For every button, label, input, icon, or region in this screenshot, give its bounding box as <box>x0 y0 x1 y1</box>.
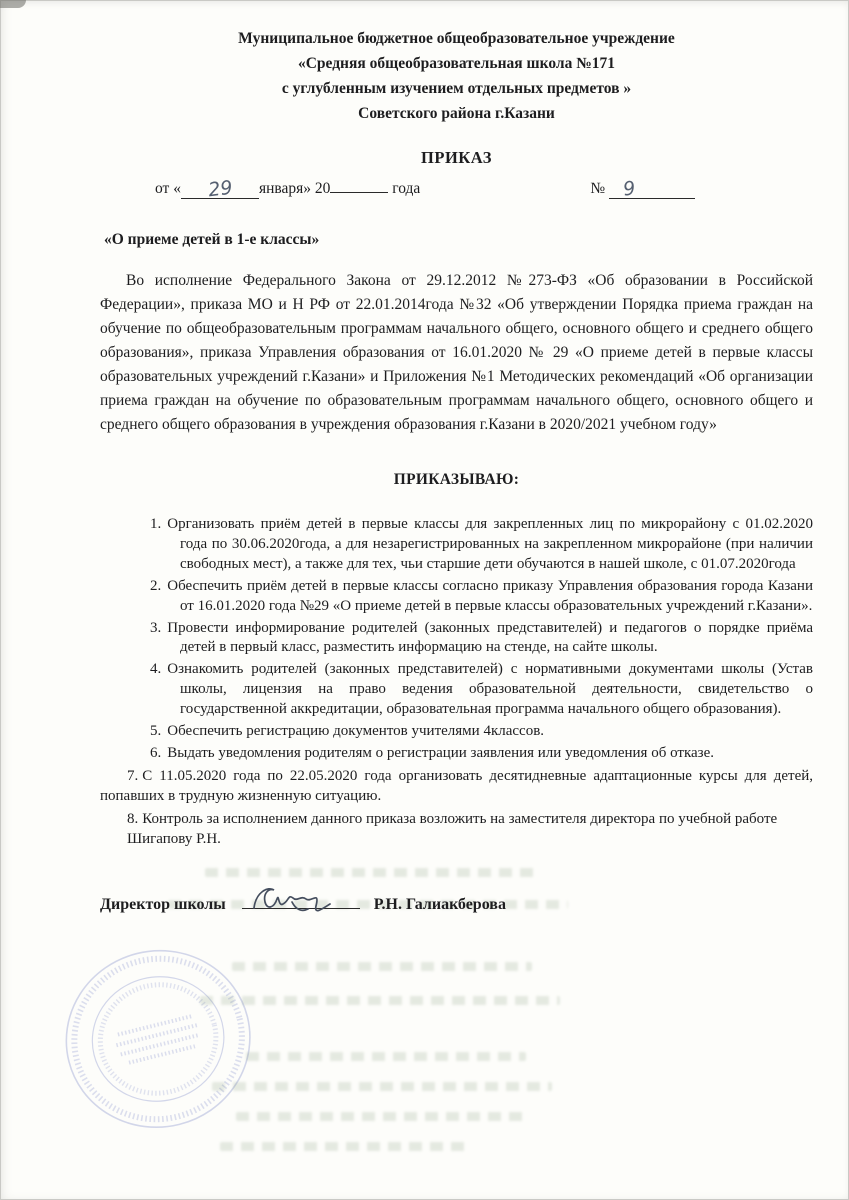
number-blank <box>609 176 695 199</box>
order-item <box>150 744 813 764</box>
school-stamp <box>37 916 287 1160</box>
order-item-number: 8. <box>127 810 139 827</box>
order-item-text: Выдать уведомления родителям о регистрации заявления или уведомления об отказе. <box>167 744 714 761</box>
signature-line <box>242 890 360 909</box>
bleed-through-text <box>220 1142 470 1151</box>
order-item-number: 4. <box>150 661 162 678</box>
signature-name: Р.Н. Галиакберова <box>373 895 506 913</box>
order-item-text: Ознакомить родителей (законных представителей) с нормативными документами школы (Устав школы, лицензия на право ведения образовательной деятельности, свидетельство о государственной аккредитации, образовательная программа начального общего образования). <box>167 661 813 718</box>
date-month: января» 20 <box>258 180 331 197</box>
order-subject: «О приеме детей в 1-е классы» <box>104 231 320 248</box>
order-item <box>150 619 813 659</box>
order-item <box>150 660 813 720</box>
order-heading: ПРИКАЗ <box>421 148 492 167</box>
order-item-text: Организовать приём детей в первые классы для закрепленных лиц по микрорайону с 01.02.2020 года по 30.06.2020года, а для незарегистрированных на закрепленном микрорайоне (при наличии свободных мест), а также для тех, чьи старшие дети обучаются в нашей школе, с 01.07.2020года <box>167 516 813 572</box>
date-day-blank <box>181 176 259 202</box>
order-item-number: 3. <box>150 619 162 636</box>
order-item <box>127 810 813 850</box>
order-item <box>150 722 813 742</box>
header-line: Муниципальное бюджетное общеобразовательное учреждение <box>238 30 675 47</box>
header-line: Советского района г.Казани <box>358 105 555 122</box>
order-number <box>590 176 695 199</box>
order-item-number: 7. <box>127 767 139 784</box>
order-item <box>150 515 813 575</box>
order-date <box>155 176 421 202</box>
order-item-number: 5. <box>150 723 162 740</box>
order-item-number: 2. <box>150 577 162 594</box>
order-item-text: Обеспечить регистрацию документов учителями 4классов. <box>167 723 545 740</box>
document-header <box>100 26 813 126</box>
date-and-number-row <box>100 176 813 202</box>
date-prefix: от « <box>155 180 181 197</box>
order-item-number: 1. <box>150 516 162 532</box>
order-preamble: Во исполнение Федерального Закона от 29.12.2012 №273-ФЗ «Об образовании в Российской Федерации», приказа МО и Н РФ от 22.01.2014года №32 «Об утверждении Порядка приема граждан на обучение по общеобразовательным программам начального общего, основного общего и среднего общего образования», приказа Управления образования от 16.01.2020 № 29 «О приеме детей в первые классы образовательных учреждений г.Казани» и Приложения №1 Методических рекомендаций «Об организации приема граждан на обучение по образовательным программам начального общего, основного общего и среднего общего образования в учреждения образования г.Казани в 2020/2021 учебном году» <box>100 272 813 433</box>
bleed-through-text <box>212 1082 552 1091</box>
bleed-through-text <box>232 962 532 971</box>
header-line: «Средняя общеобразовательная школа №171 <box>297 55 616 72</box>
scan-corner-artifact <box>0 0 26 8</box>
handwritten-day: 29 <box>206 176 234 202</box>
order-item-number: 6. <box>150 744 162 761</box>
bleed-through-text <box>246 1052 526 1061</box>
order-item-text: Обеспечить приём детей в первые классы согласно приказу Управления образования города Казани от 16.01.2020 года №29 «О приеме детей в первые классы образовательных учреждений г.Казани». <box>167 577 813 614</box>
signature-handwriting <box>248 882 344 916</box>
signature-role: Директор школы <box>100 895 226 913</box>
order-item-text: С 11.05.2020 года по 22.05.2020 года организовать десятидневные адаптационные курсы для детей, попавших в трудную жизненную ситуацию. <box>100 767 813 804</box>
order-item-text: Контроль за исполнением данного приказа возложить на заместителя директора по учебной работе Шигапову Р.Н. <box>127 810 778 847</box>
bleed-through-text <box>236 1112 526 1121</box>
order-item <box>150 577 813 617</box>
command-heading: ПРИКАЗЫВАЮ: <box>393 471 520 488</box>
order-item <box>100 767 813 807</box>
date-year-blank <box>330 192 388 193</box>
order-items <box>100 515 813 850</box>
header-line: с углубленным изучением отдельных предметов » <box>281 80 632 97</box>
number-label: № <box>590 180 606 197</box>
bleed-through-text <box>200 996 560 1005</box>
signature-row <box>100 890 813 914</box>
order-item-text: Провести информирование родителей (законных представителей) и педагогов о порядке приёма детей в первый класс, разместить информацию на стенде, на сайте школы. <box>167 619 813 656</box>
handwritten-number: 9 <box>621 177 637 201</box>
date-year-word: года <box>392 180 421 197</box>
